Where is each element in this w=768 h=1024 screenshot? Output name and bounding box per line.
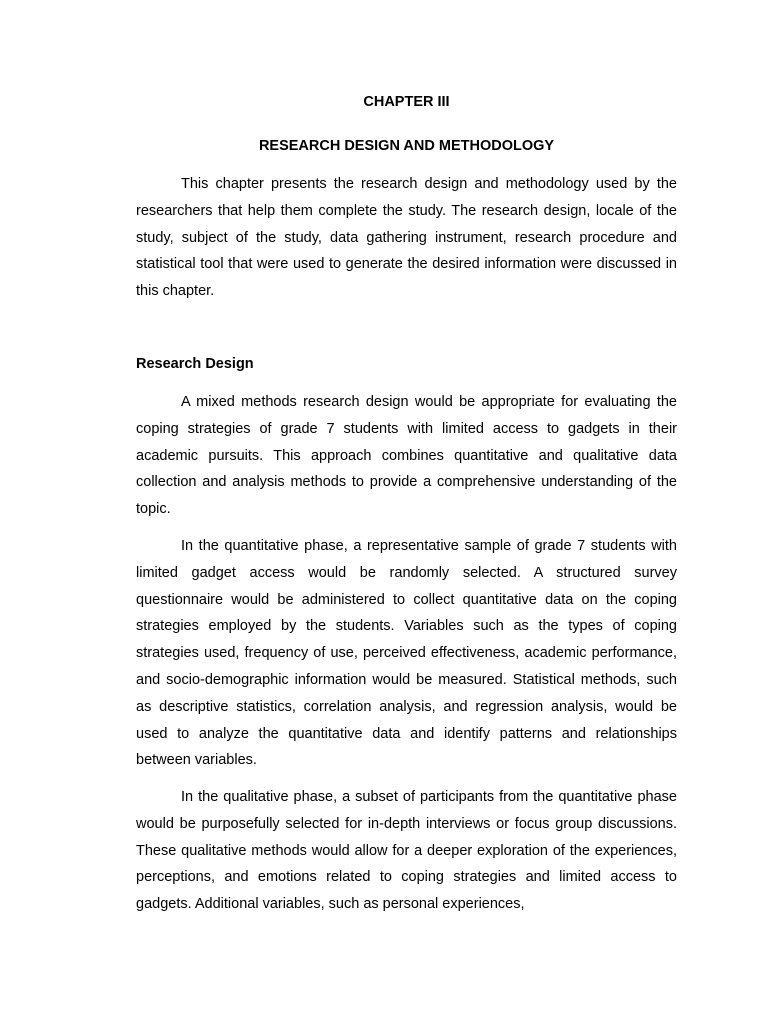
- research-design-paragraph-1: A mixed methods research design would be appropriate for evaluating the coping strategies of grade 7 students with limited access to gadgets in their academic pursuits. This approach combines quantitative and qualitative data collection and analysis methods to provide a comprehensive understanding of the topic.: [136, 394, 677, 518]
- document-page: [136, 0, 677, 1024]
- research-design-paragraph-2: In the quantitative phase, a representative sample of grade 7 students with limited gadget access would be randomly selected. A structured survey questionnaire would be administered to collect quantitative data on the coping strategies employed by the students. Variables such as the types of coping strategies used, frequency of use, perceived effectiveness, academic performance, and socio-demographic information would be measured. Statistical methods, such as descriptive statistics, correlation analysis, and regression analysis, would be used to analyze the quantitative data and identify patterns and relationships between variables.: [136, 538, 677, 769]
- research-design-paragraph-3: In the qualitative phase, a subset of participants from the quantitative phase would be purposefully selected for in-depth interviews or focus group discussions. These qualitative methods would allow for a deeper exploration of the experiences, perceptions, and emotions related to coping strategies and limited access to gadgets. Additional variables, such as personal experiences,: [136, 789, 677, 913]
- chapter-label: CHAPTER III: [363, 94, 450, 110]
- section-heading-research-design: Research Design: [136, 356, 254, 372]
- intro-paragraph: This chapter presents the research design and methodology used by the researchers that help them complete the study. The research design, locale of the study, subject of the study, data gathering instrument, research procedure and statistical tool that were used to generate the desired information were discussed in this chapter.: [136, 176, 677, 300]
- chapter-title: RESEARCH DESIGN AND METHODOLOGY: [258, 138, 555, 154]
